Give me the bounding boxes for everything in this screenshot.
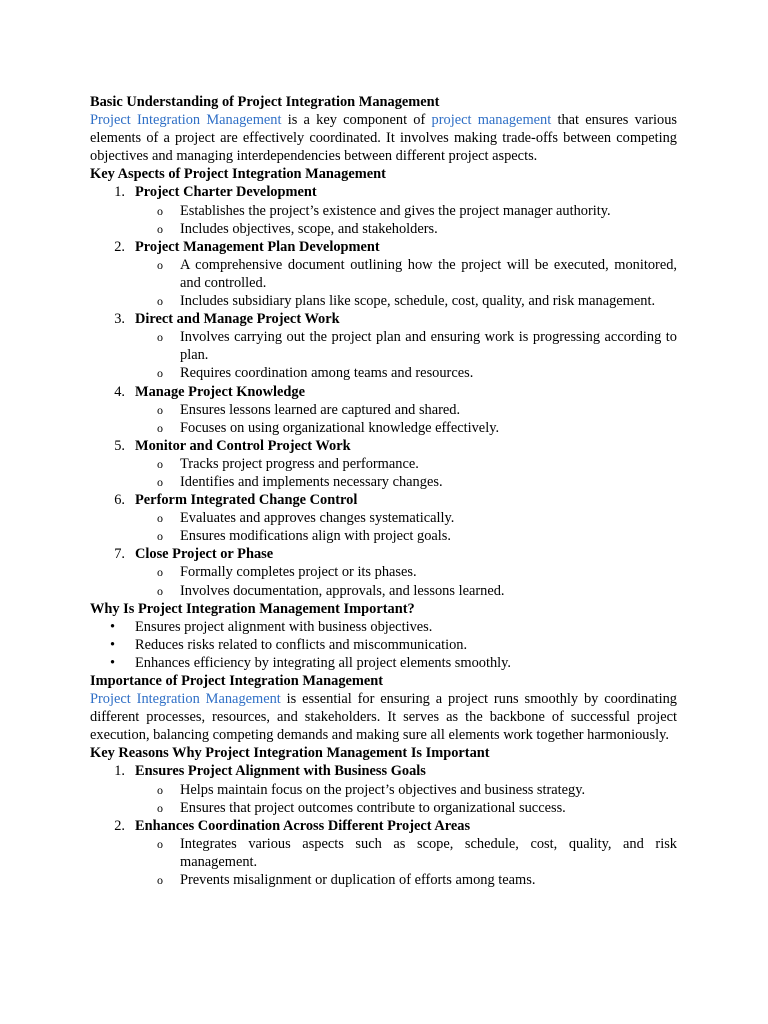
numbered-item [90,491,677,509]
sub-item-text: Identifies and implements necessary changes. [180,473,443,490]
sub-item [90,401,677,419]
circle-bullet-icon: o [157,420,163,435]
bullet-item [90,618,677,636]
sub-item-text: Tracks project progress and performance. [180,455,419,472]
sub-item [90,582,677,600]
item-title: Close Project or Phase [135,546,274,563]
circle-bullet-icon: o [157,294,163,309]
sub-item [90,799,677,817]
sub-item-text: Includes objectives, scope, and stakeholders. [180,220,438,237]
sub-item [90,292,677,310]
section-heading-key-aspects: Key Aspects of Project Integration Management [90,166,386,183]
item-number: 1. [114,763,125,780]
sub-item-text: A comprehensive document outlining how the project will be executed, monitored, and controlled. [180,256,677,291]
bullet-icon: • [110,654,116,671]
item-title: Ensures Project Alignment with Business Goals [135,763,426,780]
item-number: 1. [114,184,125,201]
item-title: Perform Integrated Change Control [135,492,358,509]
document-page [90,93,677,889]
sub-item-text: Helps maintain focus on the project’s objectives and business strategy. [180,781,586,798]
numbered-item [90,545,677,563]
sub-item [90,202,677,220]
bullet-text: Ensures project alignment with business objectives. [135,618,433,635]
importance-paragraph: Project Integration Management is essential for ensuring a project runs smoothly by coordinating different processes, resources, and stakeholders. It serves as the backbone of successful project execution, balancing competing demands and making sure all elements work together harmoniously. [90,691,677,744]
sub-item-text: Ensures lessons learned are captured and shared. [180,401,461,418]
sub-item [90,835,677,871]
sub-item-text: Involves documentation, approvals, and lessons learned. [180,582,505,599]
sub-item-text: Formally completes project or its phases. [180,564,417,581]
project-integration-management-link[interactable]: Project Integration Management [90,691,281,708]
sub-item [90,563,677,581]
item-title: Manage Project Knowledge [135,383,305,400]
bullet-text: Enhances efficiency by integrating all project elements smoothly. [135,654,512,671]
bullet-icon: • [110,636,116,653]
circle-bullet-icon: o [157,836,163,851]
sub-item [90,328,677,364]
sub-item [90,527,677,545]
item-title: Project Management Plan Development [135,238,380,255]
item-number: 4. [114,383,125,400]
sub-item-text: Integrates various aspects such as scope, schedule, cost, quality, and risk management. [180,835,677,870]
numbered-item [90,383,677,401]
sub-item [90,509,677,527]
item-number: 3. [114,311,125,328]
key-aspects-list [90,183,677,599]
circle-bullet-icon: o [157,782,163,797]
sub-item [90,256,677,292]
numbered-item [90,437,677,455]
sub-item [90,871,677,889]
circle-bullet-icon: o [157,366,163,381]
item-title: Direct and Manage Project Work [135,311,340,328]
project-integration-management-link[interactable]: Project Integration Management [90,112,282,129]
section-heading-why-important: Why Is Project Integration Management Important? [90,600,415,617]
bullet-item [90,654,677,672]
key-reasons-list [90,762,677,889]
circle-bullet-icon: o [157,330,163,345]
sub-item-text: Prevents misalignment or duplication of efforts among teams. [180,872,536,889]
sub-item-text: Focuses on using organizational knowledge effectively. [180,419,500,436]
circle-bullet-icon: o [157,529,163,544]
circle-bullet-icon: o [157,257,163,272]
sub-item-text: Involves carrying out the project plan and ensuring work is progressing according to plan. [180,329,677,364]
sub-item [90,455,677,473]
numbered-item [90,183,677,201]
item-title: Enhances Coordination Across Different Project Areas [135,817,471,834]
item-number: 6. [114,492,125,509]
item-number: 2. [114,238,125,255]
numbered-item [90,238,677,256]
circle-bullet-icon: o [157,583,163,598]
why-important-list [90,618,677,672]
sub-item [90,220,677,238]
item-number: 7. [114,546,125,563]
sub-item [90,419,677,437]
section-heading-importance: Importance of Project Integration Management [90,673,384,689]
item-title: Monitor and Control Project Work [135,437,351,454]
circle-bullet-icon: o [157,511,163,526]
item-number: 2. [114,817,125,834]
bullet-text: Reduces risks related to conflicts and miscommunication. [135,636,468,653]
numbered-item [90,310,677,328]
circle-bullet-icon: o [157,402,163,417]
sub-item-text: Establishes the project’s existence and gives the project manager authority. [180,202,611,219]
circle-bullet-icon: o [157,474,163,489]
sub-item-text: Evaluates and approves changes systematically. [180,510,455,527]
sub-item [90,781,677,799]
section-heading-key-reasons: Key Reasons Why Project Integration Management Is Important [90,745,490,762]
circle-bullet-icon: o [157,800,163,815]
sub-item-text: Includes subsidiary plans like scope, schedule, cost, quality, and risk management. [180,293,656,310]
sub-item [90,364,677,382]
bullet-item [90,636,677,654]
item-title: Project Charter Development [135,184,317,201]
numbered-item [90,762,677,780]
circle-bullet-icon: o [157,456,163,471]
sub-item-text: Requires coordination among teams and resources. [180,365,474,382]
intro-paragraph: Project Integration Management is a key component of project management that ensures various elements of a project are effectively coordinated. It involves making trade-offs between competing objectives and managing interdependencies between different project aspects. [90,112,677,165]
numbered-item [90,817,677,835]
item-number: 5. [114,437,125,454]
sub-item [90,473,677,491]
circle-bullet-icon: o [157,203,163,218]
section-heading-basic-understanding: Basic Understanding of Project Integration Management [90,94,440,110]
sub-item-text: Ensures modifications align with project goals. [180,528,451,545]
circle-bullet-icon: o [157,873,163,888]
circle-bullet-icon: o [157,565,163,580]
circle-bullet-icon: o [157,221,163,236]
sub-item-text: Ensures that project outcomes contribute to organizational success. [180,799,566,816]
project-management-link[interactable]: project management [431,112,552,129]
bullet-icon: • [110,618,116,635]
